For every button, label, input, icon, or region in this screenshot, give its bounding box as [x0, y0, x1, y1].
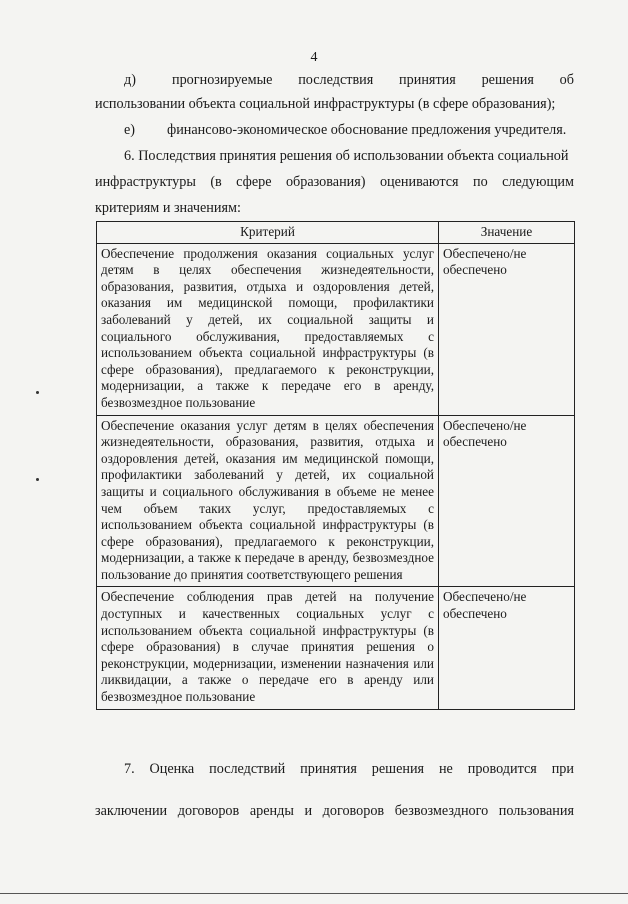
value-cell — [439, 415, 575, 587]
list-item-d-line2: использовании объекта социальной инфраструктуры (в сфере образования); — [95, 96, 556, 112]
value-text: Обеспечено/не обеспечено — [443, 245, 527, 278]
header-value: Значение — [439, 222, 575, 244]
scan-mark — [36, 478, 39, 481]
value-cell — [439, 243, 575, 415]
list-item-d-line1 — [124, 71, 574, 89]
value-text: Обеспечено/не обеспечено — [443, 417, 527, 450]
value-text: Обеспечено/не обеспечено — [443, 589, 527, 622]
value-cell — [439, 587, 575, 709]
criterion-cell — [97, 415, 439, 587]
list-text-d: прогнозируемые последствия принятия решения об — [172, 72, 574, 88]
page-number: 4 — [310, 50, 318, 65]
scan-edge-line — [0, 893, 628, 894]
paragraph-6-line2: инфраструктуры (в сфере образования) оцениваются по следующим — [95, 174, 574, 190]
scan-mark — [36, 391, 39, 394]
table-header-row — [97, 222, 575, 244]
table-row — [97, 243, 575, 415]
list-marker-e: е) — [124, 122, 136, 138]
paragraph-7-line1: 7. Оценка последствий принятия решения не проводится при — [124, 761, 574, 777]
paragraph-7-line2: заключении договоров аренды и договоров безвозмездного пользования — [95, 803, 574, 819]
criterion-text: Обеспечение оказания услуг детям в целях обеспечения жизнедеятельности, образования, развития, отдыха и оздоровления детей, оказания им медицинской помощи, профилактики заболеваний у детей, их социальной защиты и социального обслуживания в объеме не менее чем объем таких услуг, предоставляемых с использованием объекта социальной инфраструктуры (в сфере образования), предлагаемого к реконструкции, модернизации, а также к передаче в аренду, безвозмездное пользование до принятия соответствующего решения — [101, 417, 434, 582]
paragraph-6-line3: критериям и значениям: — [95, 200, 241, 216]
criterion-cell — [97, 587, 439, 709]
table-row — [97, 587, 575, 709]
criterion-text: Обеспечение соблюдения прав детей на получение доступных и качественных социальных услуг с использованием объекта социальной инфраструктуры (в сфере образования) в случае принятия решения о реконструкции, модернизации, изменении назначения или ликвидации, а также о передаче его в аренду или безвозмездное пользование — [101, 589, 434, 705]
header-criterion: Критерий — [97, 222, 439, 244]
paragraph-6-line1: 6. Последствия принятия решения об использовании объекта социальной — [124, 148, 569, 164]
list-text-e: финансово-экономическое обоснование предложения учредителя. — [167, 122, 567, 138]
list-item-e — [124, 121, 574, 139]
table-row — [97, 415, 575, 587]
criterion-text: Обеспечение продолжения оказания социальных услуг детям в целях обеспечения жизнедеятельности, образования, развития, отдыха и оздоровления детей, оказания им медицинской помощи, профилактики заболеваний у детей, их социальной защиты и социального обслуживания, предоставляемых с использованием объекта социальной инфраструктуры (в сфере образования), предлагаемого к реконструкции, модернизации, а также к передаче его в аренду, безвозмездное пользование — [101, 245, 434, 410]
list-marker-d: д) — [124, 72, 136, 88]
criteria-table — [96, 221, 575, 710]
criterion-cell — [97, 243, 439, 415]
